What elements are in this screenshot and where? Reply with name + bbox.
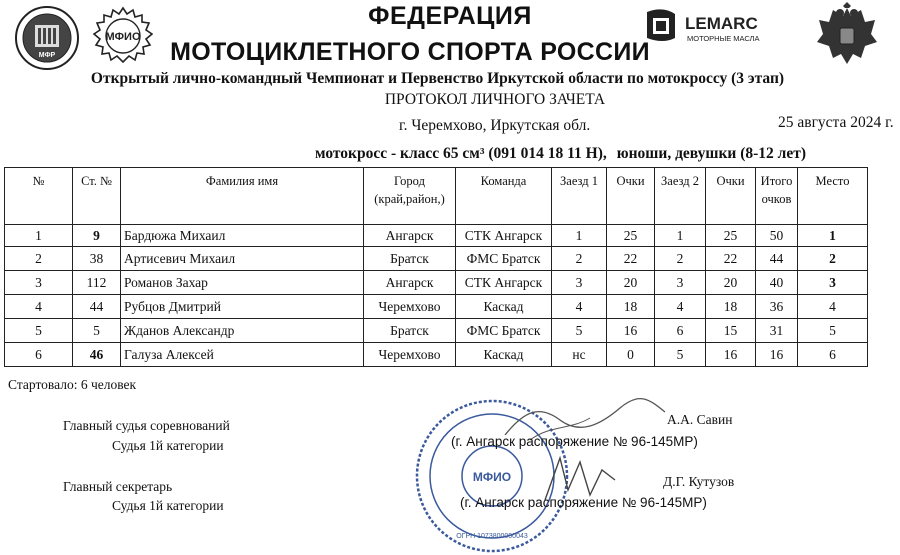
- class-name: мотокросс - класс 65 см³ (091 014 18 11 Н),: [315, 145, 607, 162]
- cell-points2: 16: [706, 343, 756, 367]
- cell-start-number: 38: [73, 247, 121, 271]
- cell-name: Бардюжа Михаил: [121, 225, 364, 247]
- cell-team: СТК Ангарск: [456, 225, 552, 247]
- header-num: №: [5, 168, 73, 225]
- cell-race2: 2: [655, 247, 706, 271]
- protocol-title: ПРОТОКОЛ ЛИЧНОГО ЗАЧЕТА: [384, 91, 606, 108]
- table-row: [5, 225, 868, 247]
- class-line: [315, 145, 806, 163]
- cell-points1: 20: [607, 271, 655, 295]
- chief-secretary-order: (г. Ангарск распоряжение № 96-145МР): [460, 495, 707, 510]
- header-start-number: Ст. №: [73, 168, 121, 225]
- cell-race1: 1: [552, 225, 607, 247]
- header-place: Место: [798, 168, 868, 225]
- stamp-ogrn: ОГРН 1073800000043: [456, 533, 528, 540]
- cell-points2: 20: [706, 271, 756, 295]
- cell-total: 31: [756, 319, 798, 343]
- cell-place: 1: [798, 225, 868, 247]
- mfio-logo-text: МФИО: [105, 31, 141, 43]
- cell-points2: 25: [706, 225, 756, 247]
- cell-city: Братск: [364, 319, 456, 343]
- cell-race2: 6: [655, 319, 706, 343]
- cell-place: 3: [798, 271, 868, 295]
- event-date: 25 августа 2024 г.: [778, 114, 894, 131]
- table-row: [5, 247, 868, 271]
- cell-start-number: 9: [73, 225, 121, 247]
- cell-name: Жданов Александр: [121, 319, 364, 343]
- header-race2: Заезд 2: [655, 168, 706, 225]
- header-name: Фамилия имя: [121, 168, 364, 225]
- table-header-row: [5, 168, 868, 225]
- started-count: Стартовало: 6 человек: [8, 377, 137, 392]
- table-row: [5, 343, 868, 367]
- cell-num: 5: [5, 319, 73, 343]
- cell-team: Каскад: [456, 295, 552, 319]
- cell-race2: 4: [655, 295, 706, 319]
- header-points2: Очки: [706, 168, 756, 225]
- cell-team: ФМС Братск: [456, 319, 552, 343]
- chief-judge-category: Судья 1й категории: [112, 438, 224, 453]
- cell-points1: 16: [607, 319, 655, 343]
- header-points1: Очки: [607, 168, 655, 225]
- lemarc-tagline: МОТОРНЫЕ МАСЛА: [687, 34, 760, 43]
- cell-num: 3: [5, 271, 73, 295]
- chief-secretary-name: Д.Г. Кутузов: [663, 474, 735, 489]
- cell-race1: 2: [552, 247, 607, 271]
- cell-start-number: 46: [73, 343, 121, 367]
- cell-race2: 3: [655, 271, 706, 295]
- mfr-logo-text: МФР: [38, 52, 56, 59]
- cell-city: Черемхово: [364, 295, 456, 319]
- lemarc-brand: LEMARC: [685, 14, 758, 33]
- cell-race1: 5: [552, 319, 607, 343]
- header-team: Команда: [456, 168, 552, 225]
- cell-start-number: 112: [73, 271, 121, 295]
- table-row: [5, 319, 868, 343]
- cell-race1: 3: [552, 271, 607, 295]
- federation-title-line2: МОТОЦИКЛЕТНОГО СПОРТА РОССИИ: [170, 38, 650, 66]
- header-race1: Заезд 1: [552, 168, 607, 225]
- cell-total: 40: [756, 271, 798, 295]
- cell-place: 4: [798, 295, 868, 319]
- federation-title-line1: ФЕДЕРАЦИЯ: [368, 2, 532, 30]
- cell-num: 4: [5, 295, 73, 319]
- cell-start-number: 44: [73, 295, 121, 319]
- cell-name: Романов Захар: [121, 271, 364, 295]
- cell-city: Черемхово: [364, 343, 456, 367]
- class-group: юноши, девушки (8-12 лет): [616, 145, 807, 162]
- cell-points2: 15: [706, 319, 756, 343]
- cell-points1: 18: [607, 295, 655, 319]
- event-city: г. Черемхово, Иркутская обл.: [399, 117, 591, 134]
- chief-secretary-category: Судья 1й категории: [112, 498, 224, 513]
- cell-city: Ангарск: [364, 225, 456, 247]
- stamp-center-text: МФИО: [472, 470, 512, 484]
- cell-place: 2: [798, 247, 868, 271]
- cell-name: Артисевич Михаил: [121, 247, 364, 271]
- cell-points1: 22: [607, 247, 655, 271]
- cell-name: Рубцов Дмитрий: [121, 295, 364, 319]
- cell-race1: 4: [552, 295, 607, 319]
- chief-judge-name: А.А. Савин: [667, 412, 733, 427]
- chief-judge-order: (г. Ангарск распоряжение № 96-145МР): [451, 434, 698, 449]
- cell-total: 44: [756, 247, 798, 271]
- header-total: Итого очков: [756, 168, 798, 225]
- cell-race1: нс: [552, 343, 607, 367]
- cell-place: 5: [798, 319, 868, 343]
- cell-team: ФМС Братск: [456, 247, 552, 271]
- cell-start-number: 5: [73, 319, 121, 343]
- cell-name: Галуза Алексей: [121, 343, 364, 367]
- cell-points2: 18: [706, 295, 756, 319]
- cell-team: Каскад: [456, 343, 552, 367]
- cell-points2: 22: [706, 247, 756, 271]
- cell-num: 6: [5, 343, 73, 367]
- cell-points1: 0: [607, 343, 655, 367]
- cell-team: СТК Ангарск: [456, 271, 552, 295]
- header-city: Город (край,район,): [364, 168, 456, 225]
- cell-points1: 25: [607, 225, 655, 247]
- cell-place: 6: [798, 343, 868, 367]
- results-table: [4, 167, 868, 367]
- cell-race2: 1: [655, 225, 706, 247]
- event-subtitle: Открытый лично-командный Чемпионат и Первенство Иркутской области по мотокроссу (3 этап): [90, 70, 785, 87]
- cell-num: 1: [5, 225, 73, 247]
- cell-race2: 5: [655, 343, 706, 367]
- chief-judge-title: Главный судья соревнований: [63, 418, 230, 433]
- cell-total: 16: [756, 343, 798, 367]
- table-row: [5, 295, 868, 319]
- cell-city: Ангарск: [364, 271, 456, 295]
- cell-city: Братск: [364, 247, 456, 271]
- cell-num: 2: [5, 247, 73, 271]
- cell-total: 50: [756, 225, 798, 247]
- table-row: [5, 271, 868, 295]
- cell-total: 36: [756, 295, 798, 319]
- chief-secretary-title: Главный секретарь: [63, 479, 173, 494]
